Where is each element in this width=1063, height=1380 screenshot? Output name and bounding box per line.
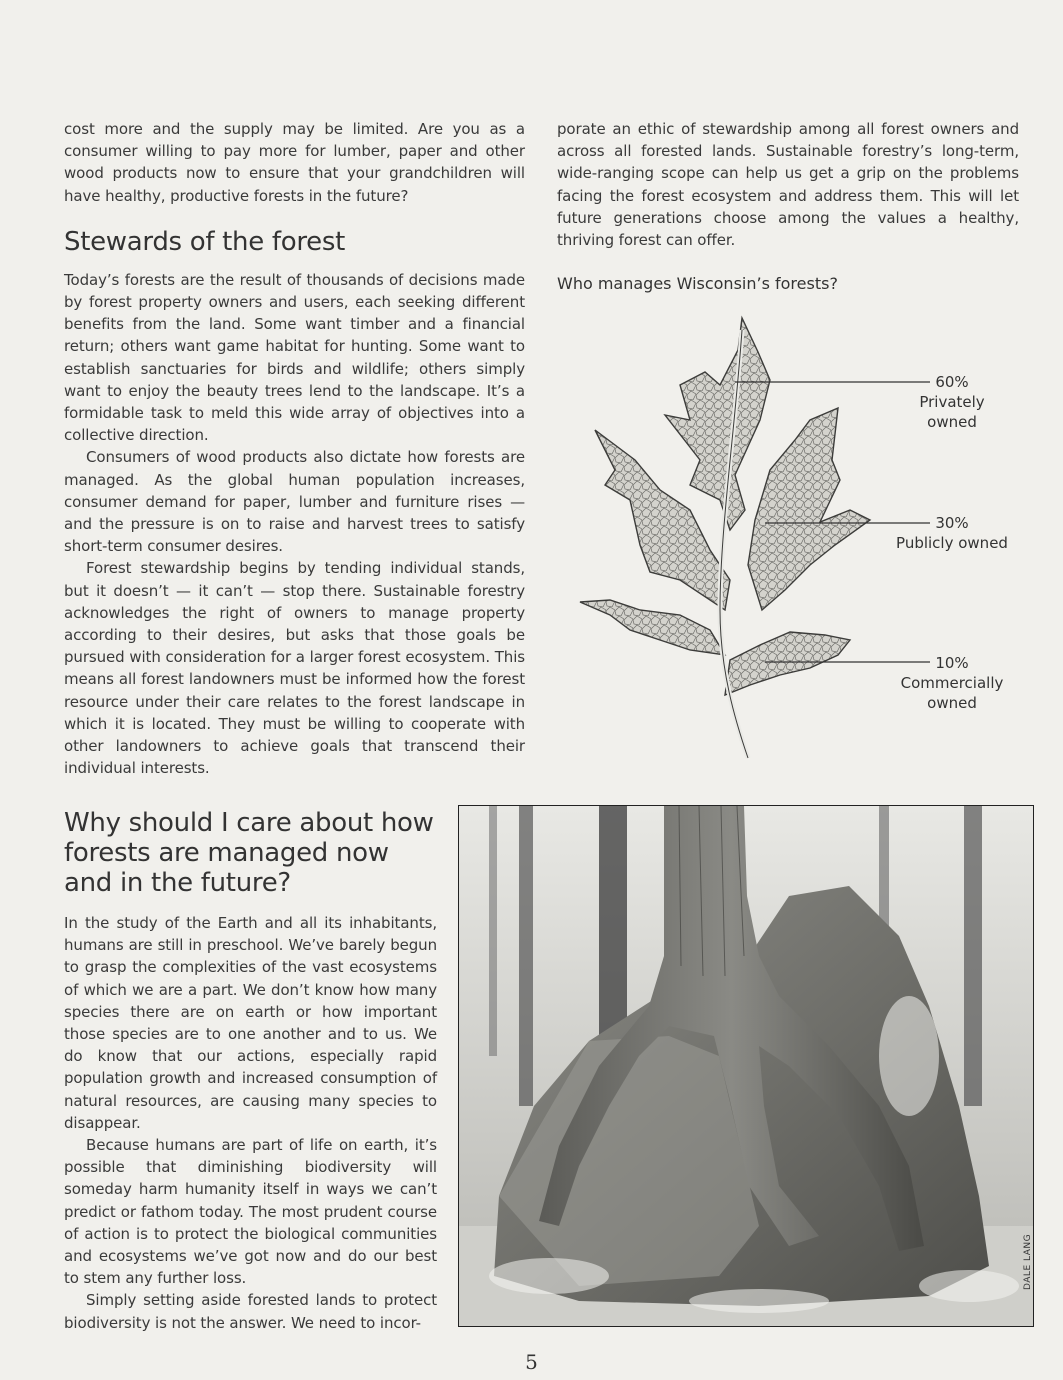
tree-on-boulder-photo <box>458 805 1034 1327</box>
body-paragraph: Because humans are part of life on earth, it’s possible that diminishing biodiversity will someday harm humanity itself in ways we can’t predict or fathom today. The most prudent course of action is to protect the biological communities and ecosystems we’ve got now and do our best to stem any further loss. <box>64 1136 437 1288</box>
value-label-commercial: 10% <box>935 654 969 672</box>
leaf-lobe-public <box>748 408 870 610</box>
leaf-lobe-commercial <box>725 632 850 695</box>
callout-commercial <box>876 653 1028 713</box>
category-label-commercial: Commercially owned <box>900 674 1004 712</box>
body-paragraph: Forest stewardship begins by tending individual stands, but it doesn’t — it can’t — stop there. Sustainable forestry acknowledges the right of owners to manage property according to their desires, but asks that those goals be pursued with consideration for a larger forest ecosystem. This means all forest landowners must be informed how the forest resource under their care relates to the forest landscape in which it is located. They must be willing to cooperate with other landowners to achieve goals that transcend their individual interests. <box>64 559 525 778</box>
callout-private <box>893 372 1011 432</box>
intro-paragraph: cost more and the supply may be limited. Are you as a consumer willing to pay more for lumber, paper and other wood products now to ensure that your grandchildren will have healthy, productive forests in the future? <box>64 120 525 205</box>
body-paragraph: Simply setting aside forested lands to protect biodiversity is not the answer. We need to incor- <box>64 1291 437 1332</box>
photo-credit: DALE LANG <box>1023 1233 1033 1290</box>
category-label-private: Privately owned <box>919 393 985 431</box>
body-paragraph: Consumers of wood products also dictate how forests are managed. As the global human population increases, consumer demand for paper, lumber and furniture rises — and the pressure is on to raise and harvest trees to satisfy short-term consumer desires. <box>64 448 525 556</box>
callout-public <box>895 513 1009 553</box>
leaf-lobe-private <box>665 318 770 530</box>
bottom-column <box>64 808 437 1334</box>
section-heading-why: Why should I care about how forests are managed now and in the future? <box>64 808 434 898</box>
section-heading-stewards: Stewards of the forest <box>64 226 346 257</box>
chart-title: Who manages Wisconsin’s forests? <box>557 274 838 294</box>
right-column <box>557 118 1019 293</box>
body-paragraph: In the study of the Earth and all its inhabitants, humans are still in preschool. We’ve barely begun to grasp the complexities of the vast ecosystems of which we are a part. We don’t know how many species there are on earth or how important those species are to one another and to us. We do know that our actions, especially rapid population growth and increased consumption of natural resources, are causing many species to disappear. <box>64 914 437 1132</box>
body-paragraph: Today’s forests are the result of thousands of decisions made by forest property owners and users, each seeking different benefits from the land. Some want timber and a financial return; others want game habitat for hunting. Some want to establish sanctuaries for birds and wildlife; others simply want to enjoy the beauty trees lend to the landscape. It’s a formidable task to meld this wide array of objectives into a collective direction. <box>64 270 525 445</box>
value-label-private: 60% <box>935 373 969 391</box>
continued-paragraph: porate an ethic of stewardship among all forest owners and across all forested lands. Sustainable forestry’s long-term, wide-ranging scope can help us get a grip on the problems facing the forest ecosystem and address them. This will let future generations choose among the values a healthy, thriving forest can offer. <box>557 120 1019 250</box>
left-column <box>64 118 525 779</box>
page-number: 5 <box>525 1350 538 1374</box>
category-label-public: Publicly owned <box>896 534 1008 552</box>
photo-illustration <box>459 806 1034 1327</box>
value-label-public: 30% <box>935 514 969 532</box>
